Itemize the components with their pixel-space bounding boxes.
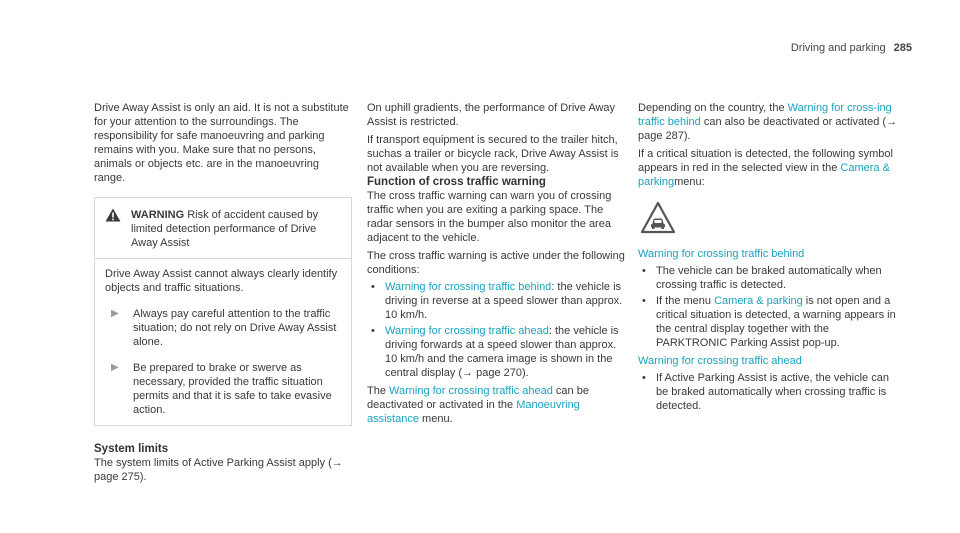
list-item-text: : the vehicle is driving in reverse at a speed slower than approx. 10 km/h. — [385, 281, 623, 321]
warning-step-text: Be prepared to brake or swerve as necessary, provided the traffic situation permits and that it is safe to take evasive action. — [133, 362, 332, 416]
text-fragment: menu: — [674, 176, 705, 188]
warning-body — [95, 259, 351, 417]
bullet-icon: • — [371, 325, 375, 337]
conditions-list — [367, 280, 627, 380]
crossing-ahead-heading: Warning for crossing traffic ahead — [638, 355, 802, 367]
link-crossing-ahead[interactable]: Warning for crossing traffic ahead — [389, 385, 553, 397]
crossing-behind-list — [638, 264, 900, 350]
link-crossing-behind[interactable]: Warning for cross-ing traffic behind — [638, 102, 892, 128]
uphill-paragraph: On uphill gradients, the performance of Drive Away Assist is restricted. — [367, 102, 616, 128]
bullet-icon: • — [642, 265, 646, 277]
conditions-paragraph: The cross traffic warning is active under the following conditions: — [367, 250, 625, 276]
list-item — [367, 280, 627, 322]
column-left — [94, 101, 352, 484]
warning-label: WARNING — [131, 209, 185, 221]
text-fragment: If the menu — [656, 295, 715, 307]
list-item-text: : the vehicle is driving forwards at a speed slower than approx. 10 km/h and the camera image is shown in the central display (→ page 270). — [385, 325, 619, 379]
section-title: Driving and parking — [790, 42, 886, 54]
warning-header — [95, 198, 351, 259]
country-paragraph — [638, 101, 900, 143]
link-manoeuvring-assistance[interactable]: Manoeuvring assistance — [367, 399, 580, 425]
warning-heading — [131, 208, 341, 250]
list-item — [638, 264, 900, 292]
list-item — [367, 324, 627, 380]
list-item-text: If Active Parking Assist is active, the vehicle can be braked automatically when crossing traffic is detected. — [656, 372, 889, 412]
crossing-behind-heading: Warning for crossing traffic behind — [638, 248, 805, 260]
warning-text: Drive Away Assist cannot always clearly identify objects and traffic situations. — [105, 268, 338, 294]
text-fragment: Depending on the country, the — [638, 102, 788, 114]
intro-paragraph: Drive Away Assist is only an aid. It is not a substitute for your attention to the surroundings. The responsibility for safe manoeuvring and parking remains with you. Make sure that no persons, animals or objects etc. are in the manoeuvring range. — [94, 102, 349, 184]
text-fragment: can also be deactivated or activated (→ page 287). — [638, 116, 898, 142]
bullet-icon: • — [642, 295, 646, 307]
list-item — [638, 371, 900, 413]
warning-step — [105, 361, 341, 417]
text-fragment: can be deactivated or activated in the — [367, 385, 589, 411]
warning-step — [105, 307, 341, 349]
warning-step-text: Always pay careful attention to the traffic situation; do not rely on Drive Away Assist alone. — [133, 308, 337, 348]
crossing-ahead-list — [638, 371, 900, 413]
column-right — [638, 101, 900, 415]
text-fragment: The — [367, 385, 390, 397]
arrow-right-icon: ▶ — [111, 308, 119, 319]
system-limits-heading: System limits — [94, 443, 169, 455]
link-crossing-behind[interactable]: Warning for crossing traffic behind — [385, 281, 552, 293]
cross-traffic-paragraph: The cross traffic warning can warn you of crossing traffic when you are exiting a parking space. The radar sensors in the bumper also monitor the area adjacent to the vehicle. — [367, 190, 612, 244]
text-fragment: If a critical situation is detected, the following symbol appears in red in the selected view in the — [638, 148, 893, 174]
warning-box — [94, 197, 352, 426]
page-number: 285 — [893, 42, 912, 54]
trailer-paragraph: If transport equipment is secured to the trailer hitch, suchas a trailer or bicycle rack, Drive Away Assist is not available when you are reversing. — [367, 134, 619, 174]
link-camera-parking[interactable]: Camera & parking — [714, 295, 803, 307]
warning-title: Risk of accident caused by limited detection performance of Drive Away Assist — [131, 209, 319, 249]
page-header — [791, 42, 912, 54]
arrow-right-icon: ▶ — [111, 362, 119, 373]
system-limits-text: The system limits of Active Parking Assist apply (→ page 275). — [94, 457, 343, 483]
text-fragment: menu. — [418, 413, 453, 425]
warning-triangle-icon — [105, 208, 123, 250]
critical-paragraph — [638, 147, 900, 189]
column-middle — [367, 101, 627, 426]
car-cross-traffic-icon — [640, 201, 676, 235]
list-item-text: The vehicle can be braked automatically when crossing traffic is detected. — [656, 265, 882, 291]
cross-traffic-heading: Function of cross traffic warning — [367, 176, 546, 188]
list-item — [638, 294, 900, 350]
bullet-icon: • — [642, 372, 646, 384]
bullet-icon: • — [371, 281, 375, 293]
deactivate-paragraph — [367, 384, 627, 426]
link-camera-parking[interactable]: Camera & parking — [638, 162, 890, 188]
link-crossing-ahead[interactable]: Warning for crossing traffic ahead — [385, 325, 549, 337]
text-fragment: is not open and a critical situation is detected, a warning appears in the central display together with the PARKTRONIC Parking Assist pop-up. — [656, 295, 896, 349]
